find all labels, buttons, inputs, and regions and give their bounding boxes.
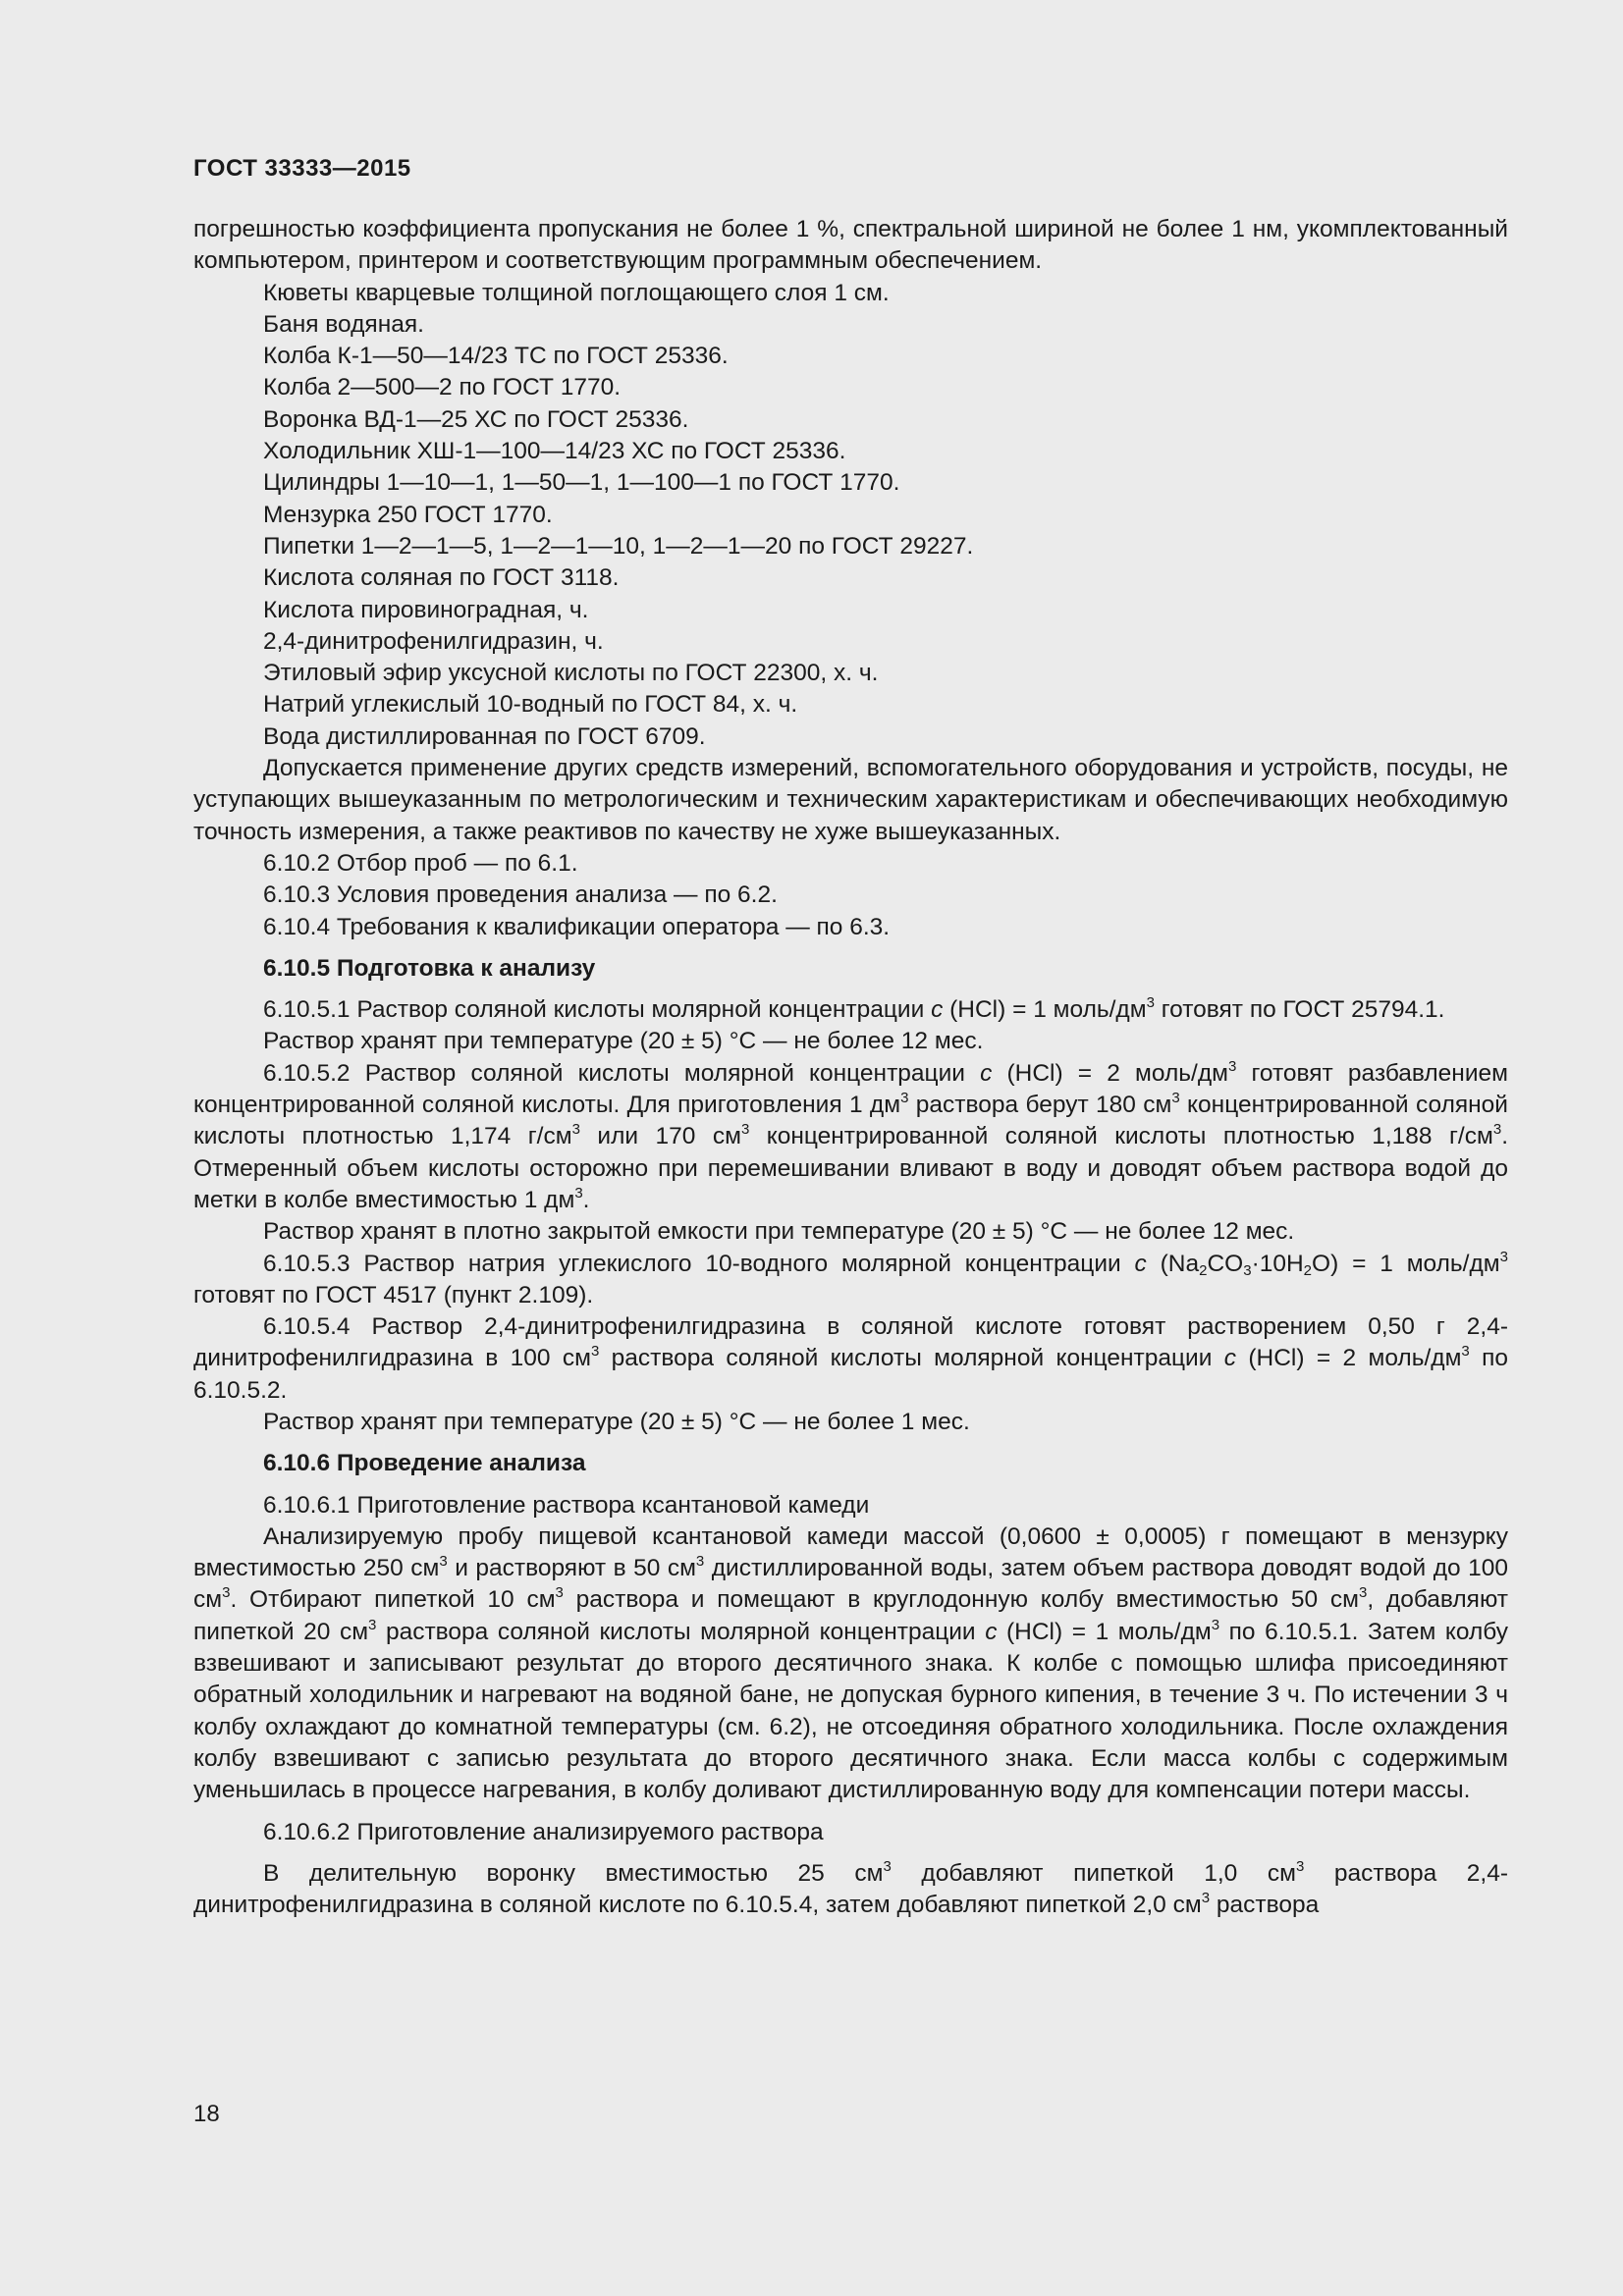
document-header: ГОСТ 33333—2015 bbox=[193, 155, 411, 182]
equipment-item: Кислота соляная по ГОСТ 3118. bbox=[263, 564, 620, 592]
equipment-item: Этиловый эфир уксусной кислоты по ГОСТ 22300, х. ч. bbox=[263, 660, 879, 687]
equipment-item: Вода дистиллированная по ГОСТ 6709. bbox=[263, 722, 706, 750]
equipment-list bbox=[193, 278, 1508, 753]
equipment-item: Холодильник ХШ-1—100—14/23 ХС по ГОСТ 25336. bbox=[263, 438, 846, 465]
equipment-item: Мензурка 250 ГОСТ 1770. bbox=[263, 501, 553, 528]
paragraph-6-10-5-1: 6.10.5.1 Раствор соляной кислоты молярной концентрации c (HCl) = 1 моль/$дм^3$ готовят по ГОСТ 25794.1. bbox=[263, 994, 1445, 1024]
equipment-item: Воронка ВД-1—25 ХС по ГОСТ 25336. bbox=[263, 405, 689, 433]
paragraph-6-10-5-2: 6.10.5.2 Раствор соляной кислоты молярной концентрации c (HCl) = 2 моль/$дм^3$ готовят разбавлением концентрированной соляной кислоты. Для приготовления 1 $дм^3$ раствора берут 180 $см^3$ концентрированной соляной кислоты плотностью 1,174 $г/см^3$ или 170 $см^3$ концентрированной соляной кислоты плотностью 1,188 $г/см^3$. Отмеренный объем кислоты осторожно при перемешивании вливают в воду и доводят объем раствора водой до метки в колбе вместимостью 1 $дм^3$. bbox=[193, 1057, 1508, 1213]
equipment-item: Пипетки 1—2—1—5, 1—2—1—10, 1—2—1—20 по ГОСТ 29227. bbox=[263, 532, 974, 560]
subsection-title-6-10-6-1: 6.10.6.1 Приготовление раствора ксантановой камеди bbox=[263, 1491, 870, 1519]
section-heading-run: 6.10.6 Проведение анализа bbox=[263, 1450, 586, 1477]
document-body bbox=[193, 214, 1508, 1921]
reference-list bbox=[193, 848, 1508, 943]
page-number: 18 bbox=[193, 2101, 220, 2127]
paragraph-6-10-5-3: 6.10.5.3 Раствор натрия углекислого 10-водного молярной концентрации c $(Na_2CO_3\cdot 10H_2O) = 1$ моль/$дм^3$ готовят по ГОСТ 4517 (пункт 2.109). bbox=[193, 1248, 1508, 1308]
reference-item: 6.10.3 Условия проведения анализа — по 6.2. bbox=[263, 881, 778, 909]
paragraph-6-10-6-1: Анализируемую пробу пищевой ксантановой камеди массой (0,0600 ± 0,0005) г помещают в мензурку вместимостью 250 $см^3$ и растворяют в 50 $см^3$ дистиллированной воды, затем объем раствора доводят водой до 100 $см^3$. Отбирают пипеткой 10 $см^3$ раствора и помещают в круглодонную колбу вместимостью 50 $см^3$, добавляют пипеткой 20 $см^3$ раствора соляной кислоты молярной концентрации c (HCl) = 1 моль/$дм^3$ по 6.10.5.1. Затем колбу взвешивают и записывают результат до второго десятичного знака. К колбе с помощью шлифа присоединяют обратный холодильник и нагревают на водяной бане, не допуская бурного кипения, в течение 3 ч. По истечении 3 ч колбу охлаждают до комнатной температуры (см. 6.2), не отсоединяя обратного холодильника. После охлаждения колбу взвешивают с записью результата до второго десятичного знака. Если масса колбы с содержимым уменьшилась в процессе нагревания, в колбу доливают дистиллированную воду для компенсации потери массы. bbox=[193, 1522, 1508, 1804]
equipment-item: Баня водяная. bbox=[263, 310, 424, 338]
equipment-item: Натрий углекислый 10-водный по ГОСТ 84, х. ч. bbox=[263, 691, 798, 719]
subsection-title-6-10-6-2: 6.10.6.2 Приготовление анализируемого раствора bbox=[263, 1818, 824, 1845]
equipment-item: Колба 2—500—2 по ГОСТ 1770. bbox=[263, 374, 622, 401]
reference-item: 6.10.4 Требования к квалификации оператора — по 6.3. bbox=[263, 913, 891, 940]
equipment-item: Кюветы кварцевые толщиной поглощающего слоя 1 см. bbox=[263, 279, 890, 306]
paragraph-storage-4: Раствор хранят при температуре (20 ± 5) °С — не более 1 мес. bbox=[263, 1408, 970, 1435]
equipment-item: Колба К-1—50—14/23 ТС по ГОСТ 25336. bbox=[263, 343, 729, 370]
paragraph-storage-1: Раствор хранят при температуре (20 ± 5) °С — не более 12 мес. bbox=[263, 1028, 984, 1055]
paragraph-6-10-6-2: В делительную воронку вместимостью 25 $см^3$ добавляют пипеткой 1,0 $см^3$ раствора 2,4-динитрофенилгидразина в соляной кислоте по 6.10.5.4, затем добавляют пипеткой 2,0 $см^3$ раствора bbox=[193, 1857, 1509, 1919]
equipment-item: Цилиндры 1—10—1, 1—50—1, 1—100—1 по ГОСТ 1770. bbox=[263, 469, 900, 497]
paragraph-6-10-5-4: 6.10.5.4 Раствор 2,4-динитрофенилгидразина в соляной кислоте готовят растворением 0,50 г 2,4-динитрофенилгидразина в 100 $см^3$ раствора соляной кислоты молярной концентрации c (HCl) = 2 моль/$дм^3$ по 6.10.5.2. bbox=[193, 1313, 1509, 1404]
equipment-item: Кислота пировиноградная, ч. bbox=[263, 596, 589, 623]
paragraph-allowed: Допускается применение других средств измерений, вспомогательного оборудования и устройств, посуды, не уступающих вышеуказанным по метрологическим и техническим характеристикам и обеспечивающих необходимую точность измерения, а также реактивов по качеству не хуже вышеуказанных. bbox=[193, 755, 1508, 845]
section-heading-prep: 6.10.5 Подготовка к анализу bbox=[263, 954, 596, 982]
equipment-item: 2,4-динитрофенилгидразин, ч. bbox=[263, 627, 604, 655]
paragraph-storage-2: Раствор хранят в плотно закрытой емкости при температуре (20 ± 5) °С — не более 12 мес. bbox=[263, 1218, 1295, 1246]
reference-item: 6.10.2 Отбор проб — по 6.1. bbox=[263, 849, 578, 877]
paragraph-intro: погрешностью коэффициента пропускания не более 1 %, спектральной шириной не более 1 нм, укомплектованный компьютером, принтером и соответствующим программным обеспечением. bbox=[193, 216, 1508, 275]
